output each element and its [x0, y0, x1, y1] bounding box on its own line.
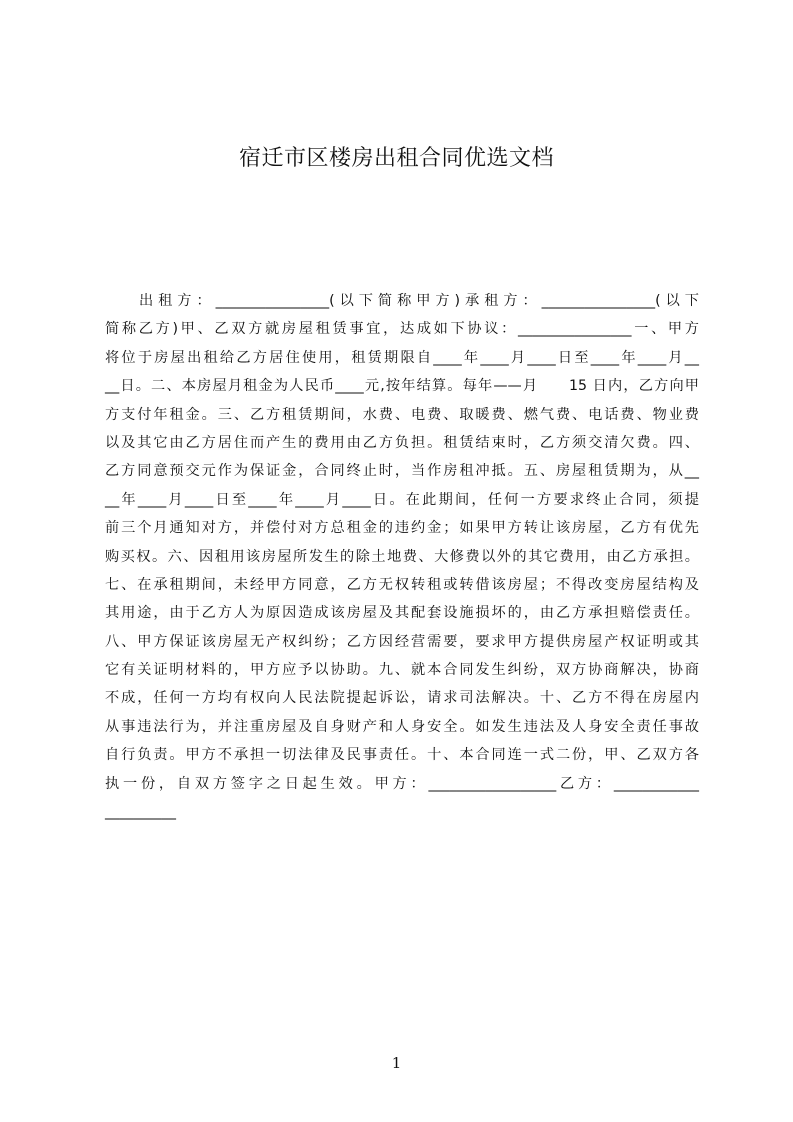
- contract-line: __日。二、本房屋月租金为人民币____元,按年结算。每年——月 15 日内，乙方向甲: [105, 378, 699, 395]
- contract-line: 购买权。六、因租用该房屋所发生的除土地费、大修费以外的其它费用，由乙方承担。: [105, 548, 699, 565]
- contract-line: 七、在承租期间，未经甲方同意，乙方无权转租或转借该房屋；不得改变房屋结构及: [105, 576, 699, 593]
- contract-line: 以及其它由乙方居住而产生的费用由乙方负担。租赁结束时，乙方须交清欠费。四、: [105, 434, 699, 451]
- contract-line: 从事违法行为，并注重房屋及自身财产和人身安全。如发生违法及人身安全责任事故: [105, 718, 699, 735]
- contract-line: 不成，任何一方均有权向人民法院提起诉讼，请求司法解决。十、乙方不得在房屋内: [105, 690, 699, 707]
- contract-line: __年____月____日至____年____月____日。在此期间，任何一方要求终止合同，须提: [105, 491, 699, 508]
- contract-line: 乙方同意预交元作为保证金，合同终止时，当作房租冲抵。五、房屋租赁期为，从__: [105, 463, 699, 480]
- contract-line: 将位于房屋出租给乙方居住使用，租赁期限自____年____月____日至____年____月__: [105, 349, 699, 366]
- contract-line: __________: [105, 804, 176, 821]
- contract-line: 它有关证明材料的，甲方应予以协助。九、就本合同发生纠纷，双方协商解决，协商: [105, 662, 699, 679]
- contract-line: 其用途，由于乙方人为原因造成该房屋及其配套设施损坏的，由乙方承担赔偿责任。: [105, 605, 699, 622]
- contract-line: 自行负责。甲方不承担一切法律及民事责任。十、本合同连一式二份，甲、乙双方各: [105, 747, 699, 764]
- contract-line: 执一份，自双方签字之日起生效。甲方：__________________乙方：____________: [105, 775, 699, 792]
- contract-line: 方支付年租金。三、乙方租赁期间，水费、电费、取暖费、燃气费、电话费、物业费: [105, 406, 699, 423]
- contract-line: 八、甲方保证该房屋无产权纠纷；乙方因经营需要，要求甲方提供房屋产权证明或其: [105, 633, 699, 650]
- contract-line: 前三个月通知对方，并偿付对方总租金的违约金；如果甲方转让该房屋，乙方有优先: [105, 520, 699, 537]
- contract-line: 出租方：________________(以下简称甲方)承租方：________________(以下: [139, 293, 699, 309]
- page-number: 1: [391, 1054, 402, 1072]
- contract-line: 简称乙方)甲、乙双方就房屋租赁事宜，达成如下协议：________________一、甲方: [105, 321, 699, 338]
- contract-body: [105, 287, 699, 821]
- document-title: 宿迁市区楼房出租合同优选文档: [238, 146, 554, 171]
